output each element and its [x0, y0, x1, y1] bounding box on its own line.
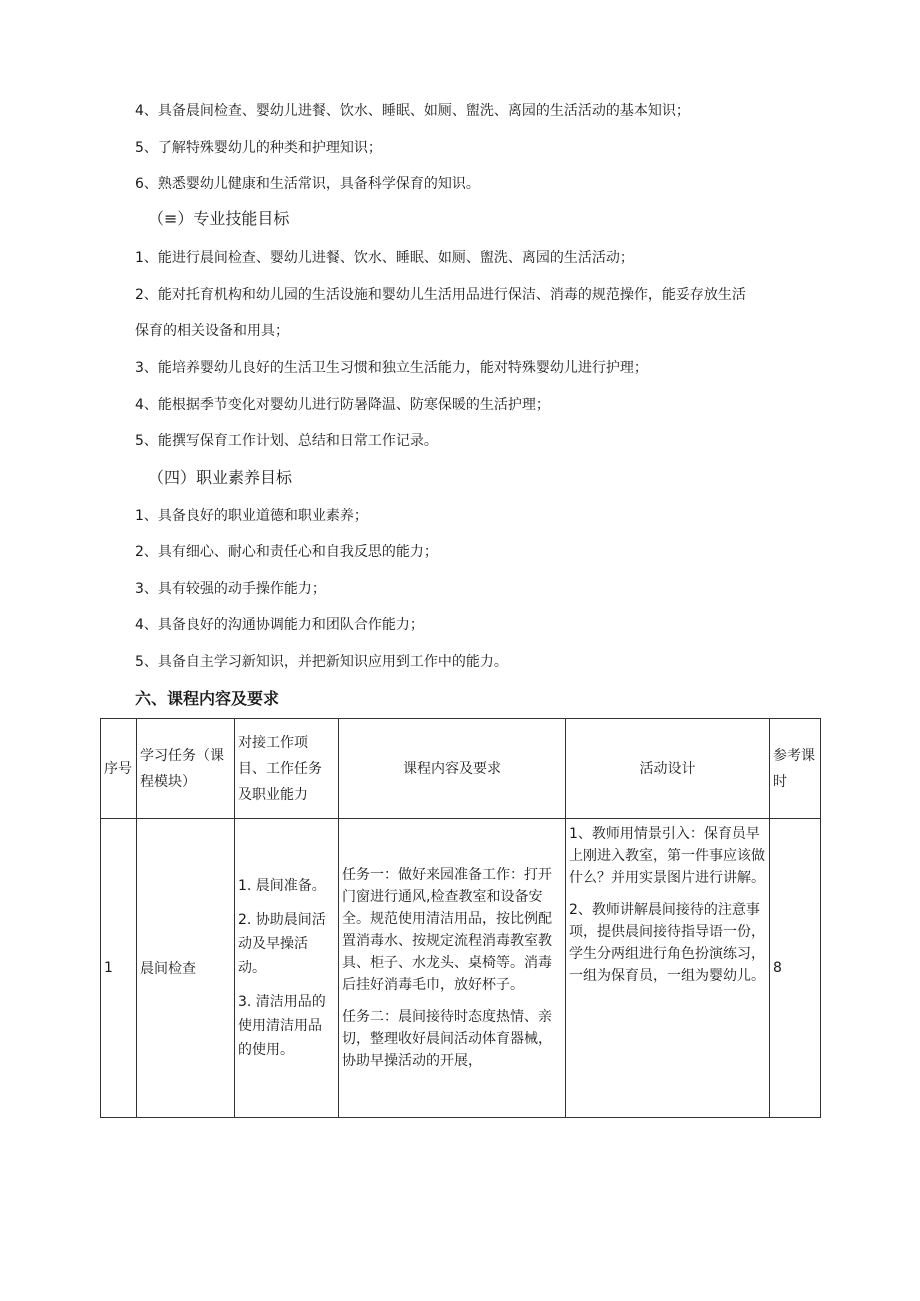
section-heading: 六、课程内容及要求: [135, 689, 280, 708]
header-task: 学习任务（课程模块）: [137, 719, 235, 819]
cell-activity: [566, 819, 770, 1118]
activity-item-1: 1、教师用情景引入：保育员早上刚进入教室，第一件事应该做什么？并用实景图片进行讲解。: [569, 826, 765, 886]
header-content: 课程内容及要求: [339, 719, 566, 819]
table-header-row: [101, 719, 821, 819]
header-no: 序号: [101, 719, 137, 819]
skills-item-5: 5、能撰写保育工作计划、总结和日常工作记录。: [135, 433, 438, 449]
header-activity: 活动设计: [566, 719, 770, 819]
header-hours: 参考课时: [770, 719, 821, 819]
skills-item-2: 2、能对托育机构和幼儿园的生活设施和婴幼儿生活用品进行保洁、消毒的规范操作，能妥存放生活: [135, 287, 746, 303]
cell-content: [339, 819, 566, 1118]
literacy-heading: （四）职业素养目标: [148, 468, 293, 487]
literacy-item-1: 1、具备良好的职业道德和职业素养；: [135, 508, 368, 524]
literacy-item-5: 5、具备自主学习新知识，并把新知识应用到工作中的能力。: [135, 654, 508, 670]
content-task-2: 任务二：晨间接待时态度热情、亲切，整理收好晨间活动体育器械，协助早操活动的开展，: [342, 1009, 552, 1069]
header-project: 对接工作项目、工作任务及职业能力: [235, 719, 339, 819]
skills-item-1: 1、能进行晨间检查、婴幼儿进餐、饮水、睡眠、如厕、盥洗、离园的生活活动；: [135, 250, 634, 266]
cell-hours: 8: [770, 819, 821, 1118]
skills-item-2-cont: 保育的相关设备和用具；: [135, 323, 289, 339]
activity-item-2: 2、教师讲解晨间接待的注意事项，提供晨间接待指导语一份，学生分两组进行角色扮演练习，一组为保育员，一组为婴幼儿。: [569, 902, 765, 984]
cell-task: 晨间检查: [137, 819, 235, 1118]
cell-project: [235, 819, 339, 1118]
literacy-item-4: 4、具备良好的沟通协调能力和团队合作能力；: [135, 617, 424, 633]
skills-item-4: 4、能根据季节变化对婴幼儿进行防暑降温、防寒保暖的生活护理；: [135, 397, 550, 413]
literacy-item-2: 2、具有细心、耐心和责任心和自我反思的能力；: [135, 544, 438, 560]
knowledge-item-4: 4、具备晨间检查、婴幼儿进餐、饮水、睡眠、如厕、盥洗、离园的生活活动的基本知识；: [135, 103, 690, 119]
knowledge-item-5: 5、了解特殊婴幼儿的种类和护理知识；: [135, 140, 382, 156]
table-row: [101, 819, 821, 1118]
project-item-2: 2. 协助晨间活动及早操活动。: [238, 912, 326, 976]
course-content-table: [100, 718, 821, 1118]
skills-item-3: 3、能培养婴幼儿良好的生活卫生习惯和独立生活能力，能对特殊婴幼儿进行护理；: [135, 360, 648, 376]
project-item-1: 1. 晨间准备。: [238, 878, 326, 894]
content-task-1: 任务一：做好来园准备工作：打开门窗进行通风,检查教室和设备安全。规范使用清洁用品，按比例配置消毒水、按规定流程消毒教室教具、柜子、水龙头、桌椅等。消毒后挂好消毒毛巾，放好杯子。: [342, 867, 552, 993]
skills-heading: （≡）专业技能目标: [148, 209, 290, 228]
knowledge-item-6: 6、熟悉婴幼儿健康和生活常识，具备科学保育的知识。: [135, 176, 480, 192]
project-item-3: 3. 清洁用品的使用清洁用品的使用。: [238, 994, 326, 1058]
cell-no: 1: [101, 819, 137, 1118]
literacy-item-3: 3、具有较强的动手操作能力；: [135, 581, 326, 597]
